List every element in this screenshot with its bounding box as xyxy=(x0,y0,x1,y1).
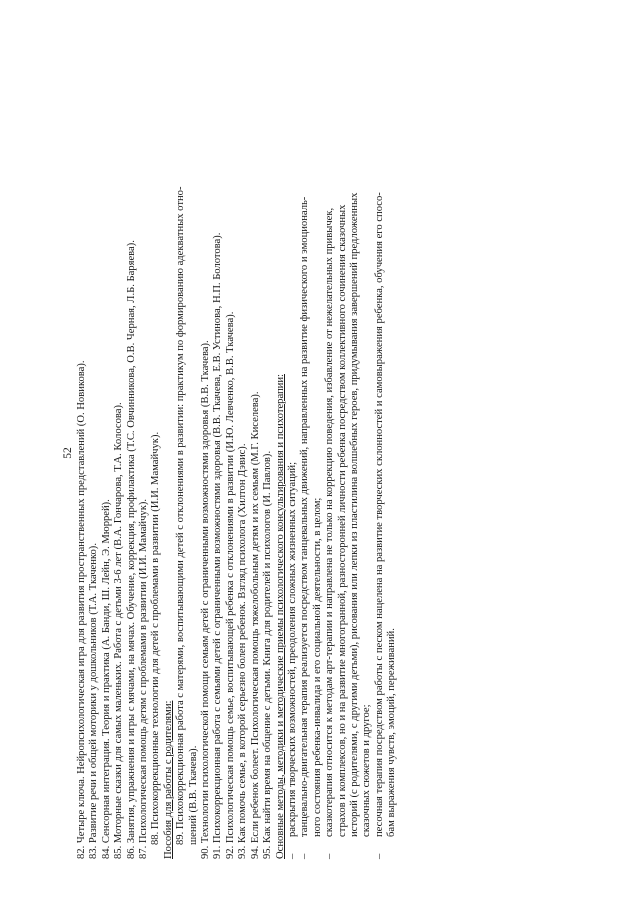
list-item: 93. Как помочь семье, в которой серьезно болен ребенок. Взгляд психолога (Хилтон Дэвис). xyxy=(237,443,249,859)
list-item: 95. Как найти время на общение с детьми. Книга для родителей и психологов (И. Павлов). xyxy=(262,450,274,859)
list-item: 86. Занятия, упражнения и игры с мячами, на мячах. Обучение, коррекция, профилактика (Т.С. Овчинникова, О.В. Черная, Л.Б. Баряева). xyxy=(125,240,137,859)
list-item: 87. Психологическая помощь детям с проблемами в развитии (И.И. Мамайчук). xyxy=(138,498,150,859)
list-item: 94. Если ребенок болеет. Психологическая помощь тяжелобольным детям и их семьям (М.Г. Киселева). xyxy=(249,391,261,859)
rotated-content xyxy=(20,23,620,883)
methods-line: страхов и комплексов, но и на развитие многогранной, разносторонней личности ребенка посредством коллективного сочинения сказочных xyxy=(336,204,348,837)
dash-marker: – xyxy=(373,853,385,859)
list-item: 83. Развитие речи и общей моторики у дошкольников (Т.А. Ткаченко). xyxy=(88,543,100,859)
dash-marker: – xyxy=(324,853,336,859)
methods-line: сказочных сюжетов и другое; xyxy=(361,704,373,837)
dash-marker: – xyxy=(299,853,311,859)
methods-line: ного состояния ребенка-инвалида и его социальной деятельности, в целом; xyxy=(311,497,323,837)
list-item: 85. Моторные сказки для самых маленьких. Работа с детьми 3-6 лет (В.А. Гончарова, Т.А. Колосова). xyxy=(113,402,125,859)
methods-list-item xyxy=(324,39,374,859)
methods-line: песочная терапия посредством работы с песком нацелена на развитие творческих склонностей и самовыражения ребенка, обучения его спосо- xyxy=(373,192,385,837)
methods-line: раскрытия творческих возможностей, преодоления сложных жизненных ситуаций; xyxy=(286,461,298,837)
list-item: 91. Психокоррекционная работа с семьями детей с ограниченными возможностями здоровья (В.В. Ткачева, Е.В. Устинова, Н.П. Болотова). xyxy=(212,232,224,859)
list-item: 92. Психологическая помощь семье, воспитывающей ребенка с отклонениями в развитии (И.Ю. Левченко, В.В. Ткачева). xyxy=(224,311,236,859)
dash-marker: – xyxy=(286,853,298,859)
list-item-line: 89. Психокоррекционная работа с матерями, воспитывающими детей с отклонениями в развитии: практикум по формированию адекватных отно- xyxy=(175,186,187,845)
methods-line: танцевально-двигательная терапия реализуется посредством танцевальных движений, направленных на развитие физического и эмоциональ- xyxy=(299,196,311,837)
list-item: 90. Технологии психологической помощи семьям детей с ограниченными возможностями здоровья (В.В. Ткачева). xyxy=(200,340,212,859)
section-heading-parents: Пособия для работы с родителями: xyxy=(162,700,174,859)
page-number: 52 xyxy=(62,447,74,459)
document-body xyxy=(76,39,399,859)
list-item: 88. Психокоррекционные технологии для детей с проблемами в развитии (И.И. Мамайчук). xyxy=(150,431,162,845)
methods-line: бам выражения чувств, эмоций, переживаний. xyxy=(386,628,398,837)
list-item-89 xyxy=(175,39,200,859)
list-item: 84. Сенсорная интеграция. Теория и практика (А. Банди, Ш. Лейн, Э. Мюррей). xyxy=(100,499,112,859)
methods-list xyxy=(287,39,399,859)
list-item-line: шений (В.В. Ткачева). xyxy=(187,745,199,845)
methods-list-item xyxy=(287,39,299,859)
methods-line: сказкотерапия относится к методам арт-терапии и направлена не только на коррекцию поведения, избавление от нежелательных привычек, xyxy=(324,207,336,837)
methods-line: историй (с родителями, с другими детьми), рисования или лепки из пластилина волшебных героев, придумывания завершений предложенных xyxy=(348,192,360,837)
list-b xyxy=(200,39,274,859)
methods-list-item xyxy=(374,39,399,859)
list-a xyxy=(76,39,163,859)
section-heading-methods: Основные методы, методики и методические приемы психологического консультирования и психотерапии: xyxy=(274,374,286,859)
methods-list-item xyxy=(299,39,324,859)
list-item: 82. Четыре ключа. Нейропсихологическая игра для развития пространственных представлений (О. Новикова). xyxy=(76,360,87,859)
